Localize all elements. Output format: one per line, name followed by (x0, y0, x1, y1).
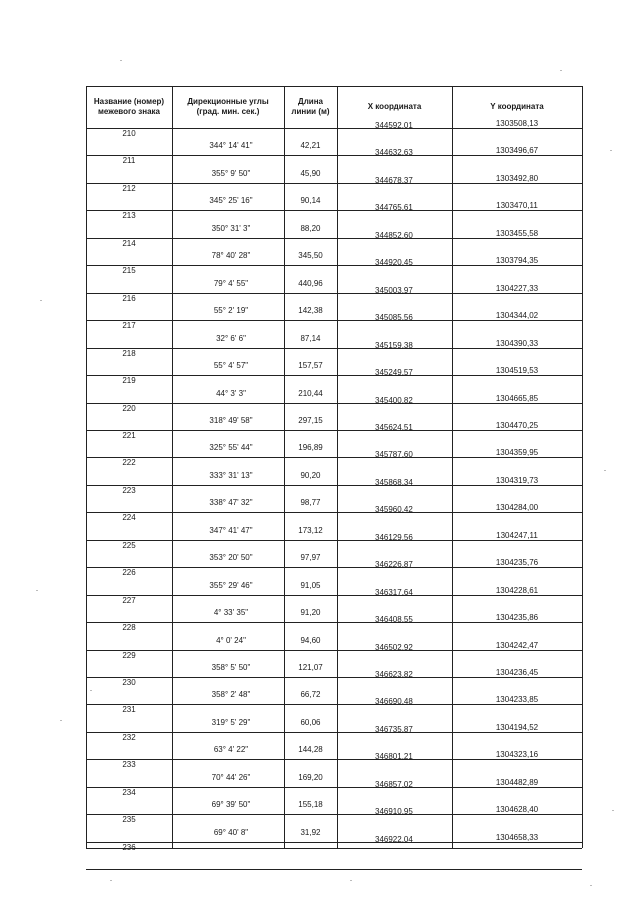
scan-speck (60, 720, 62, 721)
y-coordinate: 1304359,95 (495, 448, 539, 457)
direction-angle: 4° 33' 35" (213, 608, 249, 617)
line-length: 91,20 (300, 608, 321, 617)
scan-speck (610, 150, 612, 151)
x-coordinate: 345400,82 (375, 396, 413, 405)
direction-angle: 355° 9' 50" (211, 169, 251, 178)
line-length: 87,14 (300, 334, 321, 343)
x-coordinate: 345003,97 (375, 286, 413, 295)
x-coordinate: 344765,61 (375, 203, 413, 212)
y-coordinate: 1304628,40 (495, 805, 539, 814)
y-coordinate: 1304482,89 (495, 778, 539, 787)
x-coordinate: 345787,60 (375, 450, 413, 459)
direction-angle: 78° 40' 28" (211, 251, 251, 260)
point-name: 219 (122, 376, 136, 385)
x-coordinate: 346623,82 (375, 670, 413, 679)
point-name: 210 (122, 129, 136, 138)
line-length: 121,07 (298, 663, 323, 672)
direction-angle: 347° 41' 47" (209, 526, 253, 535)
y-coordinate: 1304470,25 (495, 421, 539, 430)
direction-angle: 79° 4' 55" (213, 279, 249, 288)
y-coordinate: 1303496,67 (495, 146, 539, 155)
y-coordinate: 1303794,35 (495, 256, 539, 265)
direction-angle: 70° 44' 26" (211, 773, 251, 782)
direction-angle: 319° 5' 29" (211, 718, 251, 727)
y-coordinate: 1304658,33 (495, 833, 539, 842)
point-name: 230 (122, 678, 136, 687)
direction-angle: 350° 31' 3" (211, 224, 251, 233)
x-coordinate: 344920,45 (375, 258, 413, 267)
x-coordinate: 346502,92 (375, 643, 413, 652)
column-border (582, 86, 583, 848)
y-coordinate: 1304242,47 (495, 641, 539, 650)
line-length: 440,96 (298, 279, 323, 288)
scan-speck (350, 880, 352, 881)
point-name: 215 (122, 266, 136, 275)
x-coordinate: 346922,04 (375, 835, 413, 844)
x-coordinate: 345624,51 (375, 423, 413, 432)
line-length: 210,44 (298, 389, 323, 398)
header-y-coordinate: Y координата (490, 102, 544, 111)
scan-speck (40, 300, 42, 301)
point-name: 222 (122, 458, 136, 467)
scan-speck (560, 70, 562, 71)
line-length: 66,72 (300, 690, 321, 699)
scan-speck (590, 885, 592, 886)
x-coordinate: 344678,37 (375, 176, 413, 185)
y-coordinate: 1304665,85 (495, 394, 539, 403)
point-name: 234 (122, 788, 136, 797)
x-coordinate: 346317,64 (375, 588, 413, 597)
line-length: 297,15 (298, 416, 323, 425)
x-coordinate: 346735,87 (375, 725, 413, 734)
y-coordinate: 1304247,11 (496, 531, 538, 540)
direction-angle: 44° 3' 3" (216, 389, 246, 398)
x-coordinate: 346801,21 (375, 752, 413, 761)
x-coordinate: 345249,57 (375, 368, 413, 377)
line-length: 196,89 (298, 443, 323, 452)
point-name: 226 (122, 568, 136, 577)
direction-angle: 353° 20' 50" (209, 553, 253, 562)
y-coordinate: 1304390,33 (495, 339, 539, 348)
line-length: 169,20 (298, 773, 323, 782)
direction-angle: 69° 40' 8" (213, 828, 249, 837)
scan-speck (90, 690, 92, 691)
direction-angle: 355° 29' 46" (209, 581, 253, 590)
direction-angle: 358° 5' 50" (211, 663, 251, 672)
line-length: 157,57 (298, 361, 323, 370)
direction-angle: 55° 4' 57" (213, 361, 249, 370)
y-coordinate: 1304519,53 (495, 366, 539, 375)
line-length: 90,14 (300, 196, 321, 205)
line-length: 42,21 (300, 141, 321, 150)
direction-angle: 358° 2' 48" (211, 690, 251, 699)
x-coordinate: 344592,01 (375, 121, 413, 130)
line-length: 142,38 (298, 306, 323, 315)
line-length: 60,06 (300, 718, 321, 727)
direction-angle: 344° 14' 41" (209, 141, 253, 150)
y-coordinate: 1304194,52 (495, 723, 539, 732)
point-name: 224 (122, 513, 136, 522)
y-coordinate: 1303470,11 (496, 201, 538, 210)
point-name: 235 (122, 815, 136, 824)
header-line-length: Длина линии (м) (291, 97, 330, 116)
direction-angle: 333° 31' 13" (209, 471, 253, 480)
line-length: 90,20 (300, 471, 321, 480)
point-name: 233 (122, 760, 136, 769)
x-coordinate: 344632,63 (375, 148, 413, 157)
line-length: 91,05 (300, 581, 321, 590)
line-length: 97,97 (300, 553, 321, 562)
direction-angle: 32° 6' 6" (216, 334, 246, 343)
line-length: 45,90 (300, 169, 321, 178)
point-name: 211 (122, 156, 136, 165)
x-coordinate: 345085,56 (375, 313, 413, 322)
line-length: 31,92 (300, 828, 321, 837)
y-coordinate: 1303508,13 (495, 119, 539, 128)
point-name: 228 (122, 623, 136, 632)
scan-speck (36, 590, 38, 591)
x-coordinate: 346408,55 (375, 615, 413, 624)
y-coordinate: 1303455,58 (495, 229, 539, 238)
point-name: 218 (122, 349, 136, 358)
line-length: 173,12 (298, 526, 323, 535)
point-name: 223 (122, 486, 136, 495)
point-name: 217 (122, 321, 136, 330)
x-coordinate: 346690,48 (375, 697, 413, 706)
header-point-name: Название (номер) межевого знака (93, 97, 165, 116)
point-name: 213 (122, 211, 136, 220)
x-coordinate: 345960,42 (375, 505, 413, 514)
point-name: 212 (122, 184, 136, 193)
direction-angle: 63° 4' 22" (213, 745, 249, 754)
header-x-coordinate: X координата (367, 102, 422, 111)
x-coordinate: 346226,87 (375, 560, 413, 569)
y-coordinate: 1304319,73 (495, 476, 539, 485)
line-length: 94,60 (300, 636, 321, 645)
y-coordinate: 1304233,85 (495, 695, 539, 704)
y-coordinate: 1304235,76 (495, 558, 539, 567)
y-coordinate: 1304228,61 (495, 586, 539, 595)
point-name: 221 (122, 431, 136, 440)
direction-angle: 318° 49' 58" (209, 416, 253, 425)
scan-speck (604, 470, 606, 471)
y-coordinate: 1304227,33 (495, 284, 539, 293)
point-name: 236 (122, 843, 136, 852)
point-name: 214 (122, 239, 136, 248)
direction-angle: 338° 47' 32" (209, 498, 253, 507)
y-coordinate: 1304323,16 (495, 750, 539, 759)
y-coordinate: 1304236,45 (495, 668, 539, 677)
point-name: 231 (122, 705, 136, 714)
point-name: 232 (122, 733, 136, 742)
line-length: 345,50 (298, 251, 323, 260)
direction-angle: 4° 0' 24" (216, 636, 246, 645)
x-coordinate: 345159,38 (375, 341, 413, 350)
direction-angle: 325° 55' 44" (209, 443, 253, 452)
y-coordinate: 1303492,80 (495, 174, 539, 183)
scan-speck (110, 880, 112, 881)
header-direction-angles: Дирекционные углы (град. мин. сек.) (187, 97, 269, 116)
x-coordinate: 346857,02 (375, 780, 413, 789)
x-coordinate: 346129,56 (375, 533, 413, 542)
direction-angle: 55° 2' 19" (213, 306, 249, 315)
line-length: 155,18 (298, 800, 323, 809)
point-name: 227 (122, 596, 136, 605)
point-name: 216 (122, 294, 136, 303)
point-name: 220 (122, 404, 136, 413)
direction-angle: 345° 25' 16" (209, 196, 253, 205)
x-coordinate: 346910,95 (375, 807, 413, 816)
y-coordinate: 1304284,00 (495, 503, 539, 512)
line-length: 144,28 (298, 745, 323, 754)
line-length: 98,77 (300, 498, 321, 507)
x-coordinate: 344852,60 (375, 231, 413, 240)
y-coordinate: 1304235,86 (495, 613, 539, 622)
table-top-border (86, 86, 582, 87)
x-coordinate: 345868,34 (375, 478, 413, 487)
point-name: 229 (122, 651, 136, 660)
point-name: 225 (122, 541, 136, 550)
y-coordinate: 1304344,02 (495, 311, 539, 320)
direction-angle: 69° 39' 50" (211, 800, 251, 809)
scan-speck (612, 810, 614, 811)
line-length: 88,20 (300, 224, 321, 233)
row-border (86, 869, 582, 870)
scan-speck (120, 60, 122, 61)
